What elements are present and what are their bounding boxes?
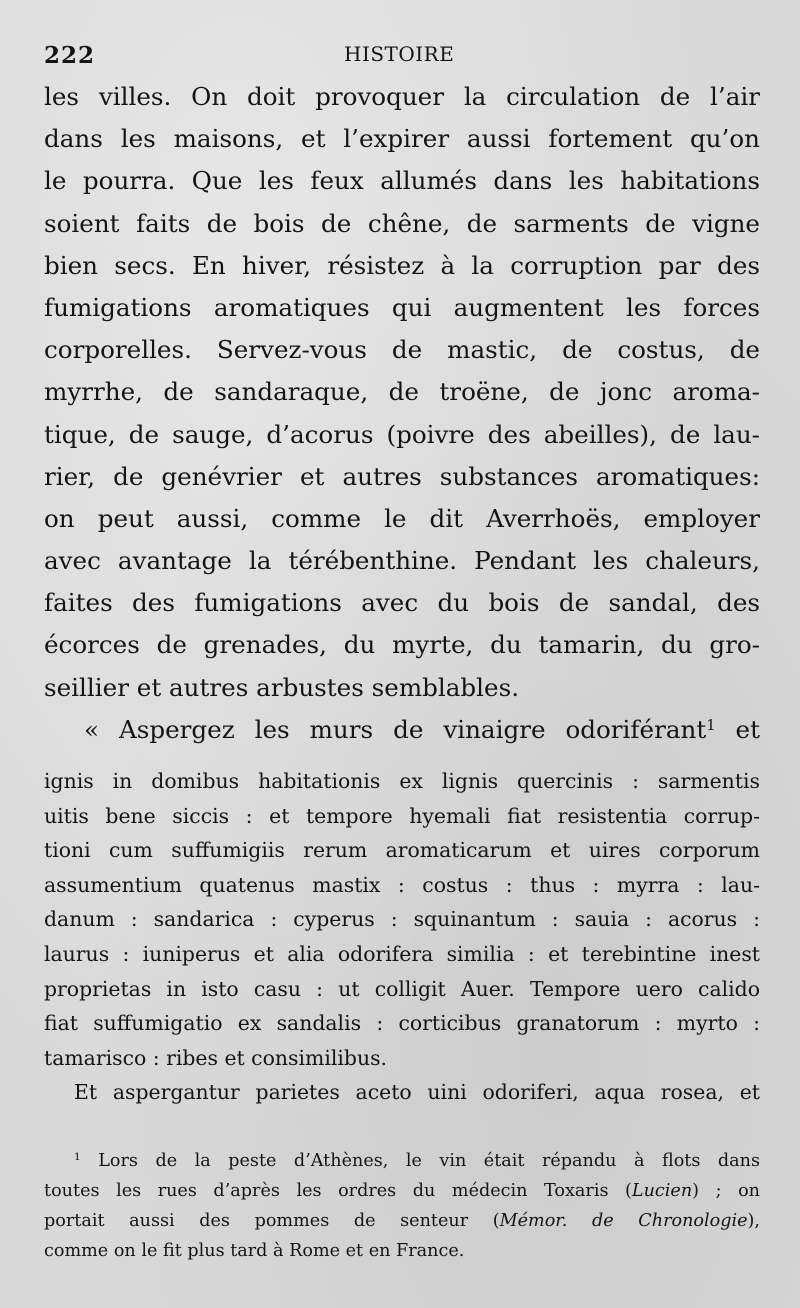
footnote-marker: 1 <box>74 1151 81 1164</box>
main-text-line: faites des fumigations avec du bois de sandal, des <box>44 588 760 618</box>
latin-text-line: tioni cum suffumigiis rerum aromaticarum et uires corporum <box>44 838 760 863</box>
main-text-line: avec avantage la térébenthine. Pendant les chaleurs, <box>44 546 760 576</box>
footnote-citation: Lucien <box>631 1181 693 1201</box>
page-number: 222 <box>44 42 96 69</box>
footnote-text: ), <box>747 1211 760 1231</box>
footnote-text: toutes les rues d’après les ordres du médecin Toxaris ( <box>44 1181 632 1201</box>
footnote <box>44 1146 760 1266</box>
footnote-line <box>44 1206 760 1236</box>
main-text-line-end: et <box>715 714 760 744</box>
footnote-line: comme on le fit plus tard à Rome et en France. <box>44 1241 465 1261</box>
footnote-reference[interactable]: 1 <box>706 716 716 734</box>
main-text-line: corporelles. Servez-vous de mastic, de costus, de <box>44 335 760 365</box>
main-text-line-start: « Aspergez les murs de vinaigre odoriférant <box>84 714 707 744</box>
latin-text-line: proprietas in isto casu : ut colligit Auer. Tempore uero calido <box>44 976 760 1001</box>
page-header <box>44 38 760 72</box>
running-head: HISTOIRE <box>344 42 455 66</box>
main-text-line: dans les maisons, et l’expirer aussi fortement qu’on <box>44 124 760 154</box>
latin-text-line: danum : sandarica : cyperus : squinantum : sauia : acorus : <box>44 907 760 932</box>
latin-text-line: uitis bene siccis : et tempore hyemali fiat resistentia corrup- <box>44 803 760 828</box>
main-text-line: les villes. On doit provoquer la circulation de l’air <box>44 82 760 111</box>
footnote-text: portait aussi des pommes de senteur ( <box>44 1211 500 1231</box>
footnote-line <box>44 1146 760 1176</box>
footnote-line <box>44 1176 760 1206</box>
main-text-line: bien secs. En hiver, résistez à la corruption par des <box>44 250 760 280</box>
latin-text-line: ignis in domibus habitationis ex lignis quercinis : sarmentis <box>44 769 760 793</box>
latin-text-line: Et aspergantur parietes aceto uini odoriferi, aqua rosea, et <box>74 1080 760 1105</box>
main-text-line: écorces de grenades, du myrte, du tamarin, du gro- <box>44 630 760 660</box>
main-text-block <box>44 76 760 751</box>
footnote-text: ) ; on <box>692 1181 760 1201</box>
main-text-line: soient faits de bois de chêne, de sarments de vigne <box>44 208 760 238</box>
main-text-line: seillier et autres arbustes semblables. <box>44 672 520 702</box>
latin-text-line: assumentium quatenus mastix : costus : thus : myrra : lau- <box>44 872 760 897</box>
latin-source-text <box>44 764 760 1110</box>
footnote-citation: Mémor. de Chronologie <box>499 1211 748 1231</box>
main-text-line: fumigations aromatiques qui augmentent les forces <box>44 292 760 322</box>
main-text-line: on peut aussi, comme le dit Averrhoës, employer <box>44 503 760 533</box>
main-text-line-with-note <box>44 709 760 751</box>
footnote-text: Lors de la peste d’Athènes, le vin était répandu à flots dans <box>98 1151 760 1171</box>
main-text-line: le pourra. Que les feux allumés dans les habitations <box>44 166 760 196</box>
latin-text-line: fiat suffumigatio ex sandalis : corticibus granatorum : myrto : <box>44 1011 760 1036</box>
main-text-line: tique, de sauge, d’acorus (poivre des abeilles), de lau- <box>44 419 760 449</box>
main-text-line: rier, de genévrier et autres substances aromatiques: <box>44 461 760 491</box>
latin-text-line: laurus : iuniperus et alia odorifera similia : et terebintine inest <box>44 941 760 966</box>
main-text-line: myrrhe, de sandaraque, de troëne, de jonc aroma- <box>44 377 760 407</box>
latin-text-line: tamarisco : ribes et consimilibus. <box>44 1045 388 1070</box>
